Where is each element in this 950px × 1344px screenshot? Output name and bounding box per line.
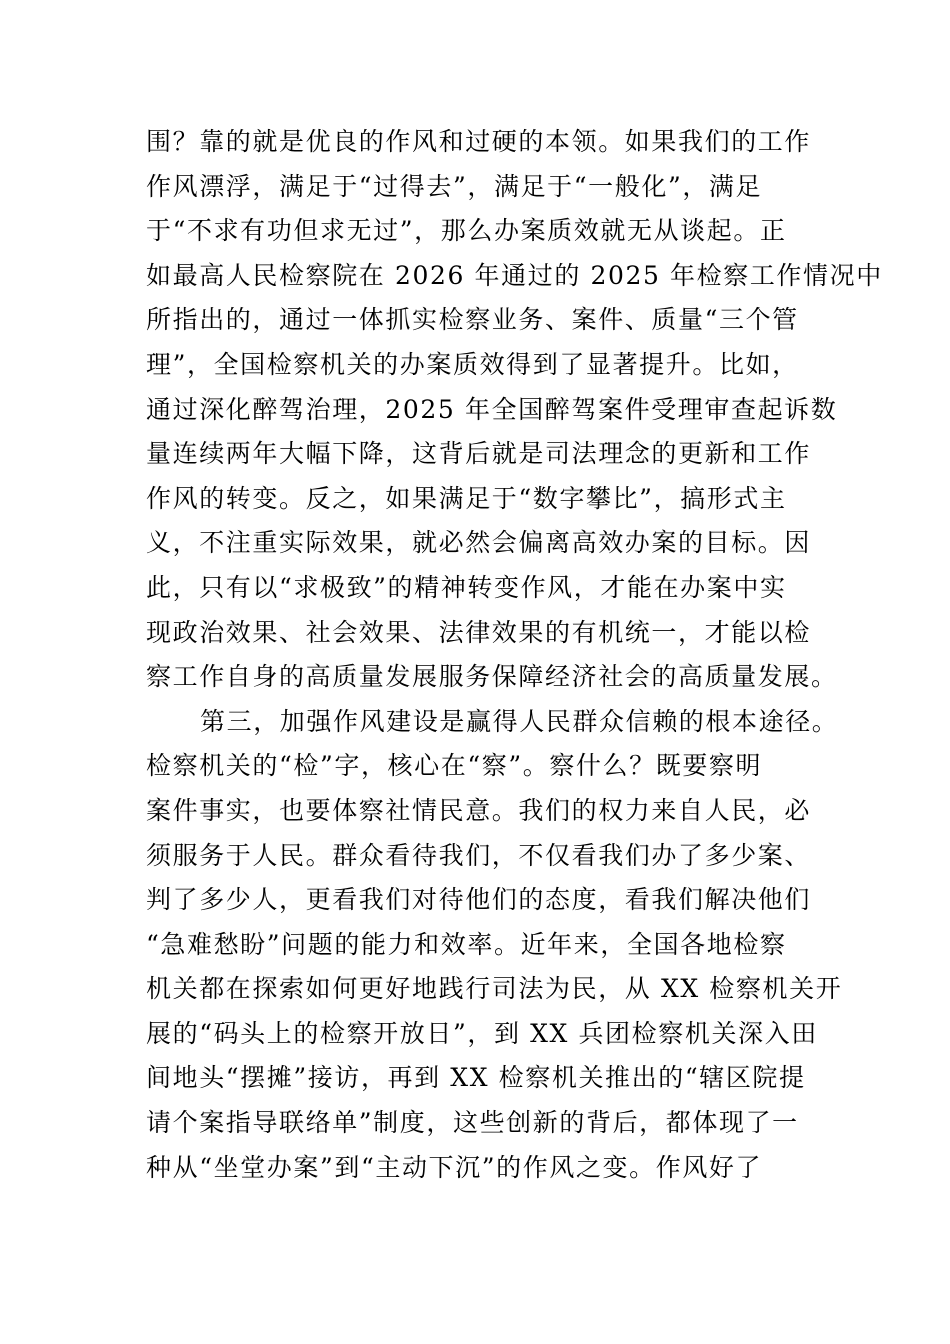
text-line: 作风的转变。反之，如果满足于“数字攀比”，搞形式主 — [146, 483, 787, 513]
text-line: 判了多少人，更看我们对待他们的态度，看我们解决他们 — [146, 885, 812, 915]
text-line: 通过深化醉驾治理，2025 年全国醉驾案件受理审查起诉数 — [146, 394, 838, 424]
text-line: 围？靠的就是优良的作风和过硬的本领。如果我们的工作 — [146, 127, 812, 156]
text-line: 种从“坐堂办案”到“主动下沉”的作风之变。作风好了 — [146, 1152, 763, 1182]
text-line: 察工作自身的高质量发展服务保障经济社会的高质量发展。 — [146, 662, 838, 692]
text-line: 现政治效果、社会效果、法律效果的有机统一，才能以检 — [146, 617, 812, 647]
text-line: 义，不注重实际效果，就必然会偏离高效办案的目标。因 — [146, 528, 812, 558]
text-line: 作风漂浮，满足于“过得去”，满足于“一般化”，满足 — [146, 171, 763, 201]
text-line: 此，只有以“求极致”的精神转变作风，才能在办案中实 — [146, 572, 787, 602]
text-line: 如最高人民检察院在 2026 年通过的 2025 年检察工作情况中 — [146, 260, 883, 290]
text-line: 展的“码头上的检察开放日”，到 XX 兵团检察机关深入田 — [146, 1018, 818, 1048]
text-line: 须服务于人民。群众看待我们，不仅看我们办了多少案、 — [146, 840, 812, 870]
text-line: 检察机关的“检”字，核心在“察”。察什么？既要察明 — [146, 751, 763, 781]
body-text — [146, 120, 883, 1190]
text-line: 于“不求有功但求无过”，那么办案质效就无从谈起。正 — [146, 216, 787, 246]
text-line: “急难愁盼”问题的能力和效率。近年来，全国各地检察 — [146, 929, 787, 959]
text-line: 机关都在探索如何更好地践行司法为民，从 XX 检察机关开 — [146, 974, 843, 1004]
text-line: 案件事实，也要体察社情民意。我们的权力来自人民，必 — [146, 795, 812, 825]
text-line: 所指出的，通过一体抓实检察业务、案件、质量“三个管 — [146, 305, 799, 335]
text-line: 请个案指导联络单”制度，这些创新的背后，都体现了一 — [146, 1108, 799, 1138]
text-line: 理”，全国检察机关的办案质效得到了显著提升。比如， — [146, 349, 799, 379]
text-line: 间地头“摆摊”接访，再到 XX 检察机关推出的“辖区院提 — [146, 1063, 806, 1093]
text-line: 量连续两年大幅下降，这背后就是司法理念的更新和工作 — [146, 439, 812, 469]
paragraph-heading-line: 第三，加强作风建设是赢得人民群众信赖的根本途径。 — [200, 706, 839, 736]
